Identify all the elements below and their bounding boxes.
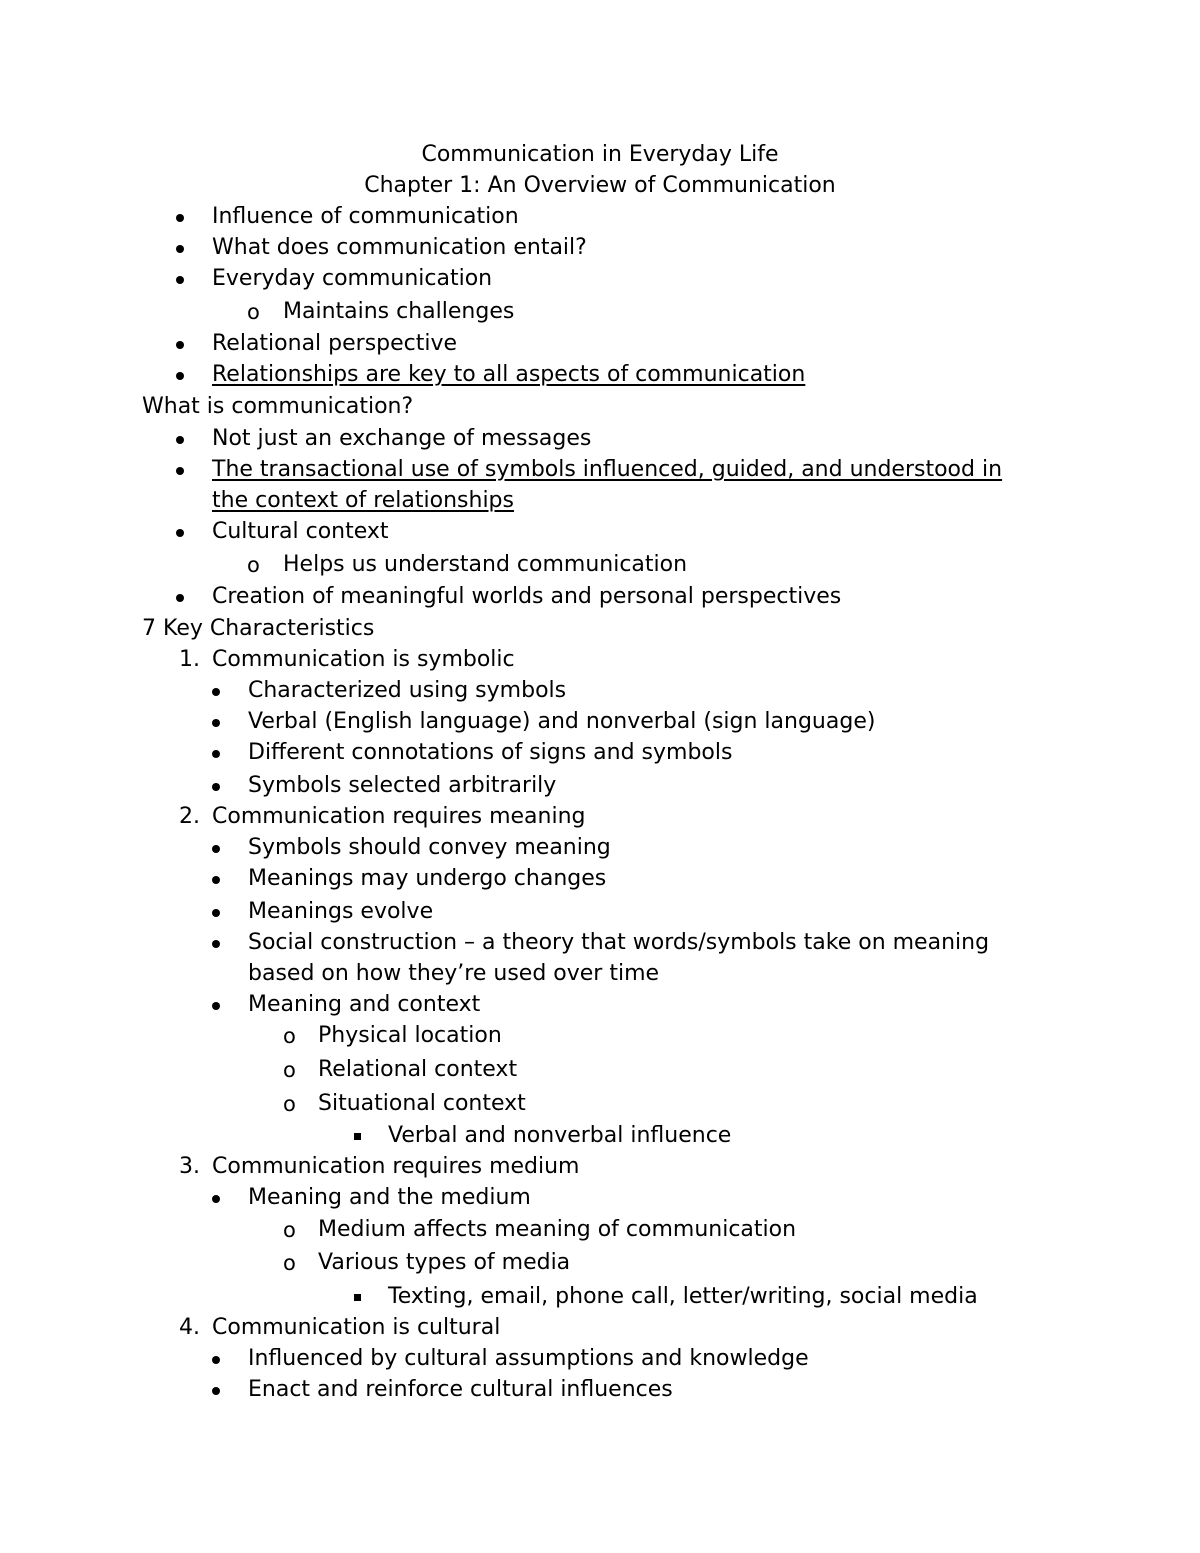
item-number: 1. [179, 647, 200, 672]
list-item [0, 676, 1200, 706]
list-item [0, 897, 1200, 927]
list-item-text: Verbal (English language) and nonverbal (sign language) [248, 709, 876, 734]
list-item [0, 1248, 1200, 1278]
numbered-item [0, 1313, 1200, 1343]
bullet-icon [212, 1195, 220, 1203]
numbered-item [0, 645, 1200, 675]
bullet-icon [176, 594, 184, 602]
numbered-item-text: Communication requires meaning [212, 804, 586, 829]
list-item-text: Symbols should convey meaning [248, 835, 611, 860]
list-item-text: Relational context [318, 1057, 518, 1082]
list-item [0, 424, 1200, 454]
bullet-icon [212, 750, 220, 758]
list-item-text: Medium affects meaning of communication [318, 1217, 797, 1242]
bullet-icon [212, 845, 220, 853]
list-item-text: The transactional use of symbols influenced, guided, and understood in [212, 457, 1003, 482]
list-item-text: Texting, email, phone call, letter/writing, social media [388, 1284, 978, 1309]
list-item-text: Different connotations of signs and symbols [248, 740, 733, 765]
list-item [0, 1375, 1200, 1405]
list-item [0, 1121, 1200, 1151]
bullet-icon [176, 214, 184, 222]
list-item-text: Symbols selected arbitrarily [248, 773, 557, 798]
circle-bullet-icon: o [283, 1024, 296, 1048]
circle-bullet-icon: o [283, 1251, 296, 1275]
list-item-text: Influenced by cultural assumptions and knowledge [248, 1346, 809, 1371]
list-item [0, 1215, 1200, 1245]
bullet-icon [212, 1002, 220, 1010]
bullet-icon [212, 909, 220, 917]
list-item-text: Characterized using symbols [248, 678, 567, 703]
bullet-icon [176, 436, 184, 444]
list-item [0, 264, 1200, 294]
item-number: 2. [179, 804, 200, 829]
list-item [0, 833, 1200, 863]
list-item-continuation [0, 959, 1200, 989]
numbered-item-text: Communication is cultural [212, 1315, 501, 1340]
list-item-text: Enact and reinforce cultural influences [248, 1377, 673, 1402]
list-item-text: Meanings evolve [248, 899, 434, 924]
circle-bullet-icon: o [283, 1058, 296, 1082]
circle-bullet-icon: o [247, 553, 260, 577]
bullet-icon [176, 276, 184, 284]
list-item [0, 455, 1200, 485]
numbered-item-text: Communication requires medium [212, 1154, 580, 1179]
list-item [0, 707, 1200, 737]
section-heading-text: What is communication? [142, 394, 414, 419]
list-item-text: Relationships are key to all aspects of communication [212, 362, 806, 387]
list-item-text: Physical location [318, 1023, 502, 1048]
list-item-text: Everyday communication [212, 266, 493, 291]
list-item [0, 1021, 1200, 1051]
numbered-item-text: Communication is symbolic [212, 647, 515, 672]
list-item-text: Various types of media [318, 1250, 571, 1275]
item-number: 4. [179, 1315, 200, 1340]
list-item-text: What does communication entail? [212, 235, 587, 260]
bullet-icon [212, 719, 220, 727]
bullet-icon [212, 876, 220, 884]
section-heading-text: 7 Key Characteristics [142, 616, 375, 641]
document-subtitle: Chapter 1: An Overview of Communication [364, 173, 836, 198]
list-item [0, 233, 1200, 263]
circle-bullet-icon: o [283, 1218, 296, 1242]
list-item [0, 582, 1200, 612]
numbered-item [0, 802, 1200, 832]
list-item [0, 550, 1200, 580]
list-item-text: Social construction – a theory that words/symbols take on meaning [248, 930, 990, 955]
list-item-text: Relational perspective [212, 331, 458, 356]
list-item-text: Situational context [318, 1091, 526, 1116]
list-item [0, 202, 1200, 232]
list-item-text: Cultural context [212, 519, 389, 544]
list-item [0, 360, 1200, 390]
list-item [0, 297, 1200, 327]
bullet-icon [212, 783, 220, 791]
square-bullet-icon [354, 1133, 361, 1140]
bullet-icon [212, 940, 220, 948]
list-item-text: Verbal and nonverbal influence [388, 1123, 732, 1148]
list-item-text: Meaning and the medium [248, 1185, 531, 1210]
list-item-text: the context of relationships [212, 488, 514, 513]
list-item-continuation [0, 486, 1200, 516]
square-bullet-icon [354, 1294, 361, 1301]
section-heading [0, 392, 1200, 422]
bullet-icon [176, 372, 184, 380]
list-item-text: Meaning and context [248, 992, 481, 1017]
bullet-icon [176, 341, 184, 349]
bullet-icon [212, 1356, 220, 1364]
document-title: Communication in Everyday Life [421, 142, 779, 167]
list-item-text: Creation of meaningful worlds and personal perspectives [212, 584, 842, 609]
circle-bullet-icon: o [283, 1092, 296, 1116]
list-item [0, 928, 1200, 958]
list-item [0, 1089, 1200, 1119]
bullet-icon [212, 688, 220, 696]
section-heading [0, 614, 1200, 644]
list-item-text: Meanings may undergo changes [248, 866, 607, 891]
numbered-item [0, 1152, 1200, 1182]
list-item-text: based on how they’re used over time [248, 961, 660, 986]
list-item-text: Maintains challenges [283, 299, 515, 324]
list-item-text: Not just an exchange of messages [212, 426, 592, 451]
list-item [0, 517, 1200, 547]
list-item [0, 329, 1200, 359]
item-number: 3. [179, 1154, 200, 1179]
bullet-icon [176, 245, 184, 253]
list-item [0, 771, 1200, 801]
circle-bullet-icon: o [247, 300, 260, 324]
list-item [0, 990, 1200, 1020]
list-item [0, 1344, 1200, 1374]
list-item-text: Helps us understand communication [283, 552, 688, 577]
list-item [0, 1282, 1200, 1312]
bullet-icon [212, 1387, 220, 1395]
list-item-text: Influence of communication [212, 204, 519, 229]
list-item [0, 1183, 1200, 1213]
list-item [0, 1055, 1200, 1085]
list-item [0, 864, 1200, 894]
bullet-icon [176, 467, 184, 475]
list-item [0, 738, 1200, 768]
bullet-icon [176, 529, 184, 537]
